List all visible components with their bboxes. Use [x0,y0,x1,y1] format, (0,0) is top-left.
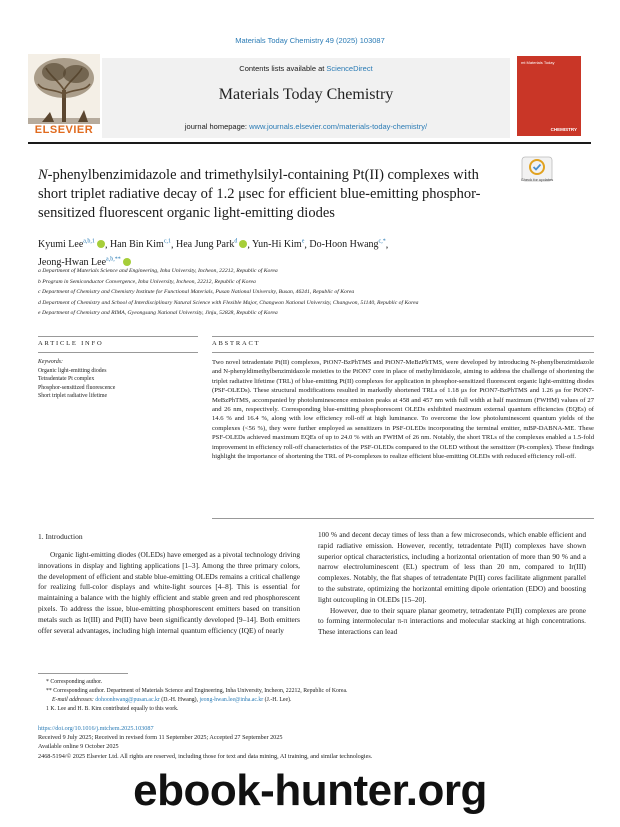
author-name: Do-Hoon Hwang [309,239,379,251]
email-owner-lee: (J.-H. Lee). [263,697,292,703]
email-link-hwang[interactable]: dohoonhwang@pusan.ac.kr [95,697,160,703]
author[interactable] [176,239,247,250]
keyword-item: Organic light-emitting diodes [38,367,107,374]
introduction-right-column [318,530,586,638]
keywords-list [38,367,198,401]
sciencedirect-link[interactable]: ScienceDirect [326,64,373,73]
email-label: E-mail addresses: [52,697,96,703]
author-name: Yun-Hi Kim [251,239,302,251]
email-link-lee[interactable]: jeong-hwan.lee@inha.ac.kr [199,697,264,703]
abstract-rule [212,336,594,337]
orcid-icon[interactable] [123,258,131,266]
footnote-emails [38,696,598,705]
homepage-prefix: journal homepage: [184,122,250,131]
author-affiliation-marker[interactable]: d [234,239,238,245]
journal-homepage-link[interactable]: www.journals.elsevier.com/materials-today-chemistry/ [249,122,428,131]
abstract-text-rule [212,352,594,353]
author-affiliation-marker[interactable]: e [301,239,305,245]
footnote-rule [38,673,128,674]
author-affiliation-marker[interactable]: a,b,1 [83,239,95,245]
author-separator: , [247,239,252,251]
introduction-left-column: Organic light-emitting diodes (OLEDs) have emerged as a pivotal technology driving innovations in display and lighting applications [1–3]. Among the three primary colors, the development of efficient and stable blue-emitting OLEDs remains a critical challenge for realizing full-color displays and white-light sources [4–8]. This is essential for maintaining a balance with the highly efficient and stable green and red phosphorescent pixels. To address the issue, blue-emitting phosphorescent emitters based on transition metals such as Ir(III) and Pt(II) have been significantly developed [9–14]. Both emitters offer several advantages, including high internal quantum efficiency (IQE) of nearly [38,550,300,635]
author[interactable] [110,239,171,250]
abstract-bottom-rule [212,518,594,519]
affiliation-list [38,266,598,319]
received-dates: Received 9 July 2025; Received in revised form 11 September 2025; Accepted 27 September 2025 [38,734,283,742]
author-list [38,235,578,270]
keywords-label: Keywords: [38,359,63,365]
author-affiliation-marker[interactable]: c,* [378,239,386,245]
abstract-heading: ABSTRACT [212,340,261,347]
author-name: Jeong-Hwan Lee [38,256,107,268]
cover-top-text: mt Materials Today [521,60,555,65]
footnote-equal-contribution: 1 K. Lee and H. B. Kim contributed equally to this work. [46,706,179,712]
footnote-corresponding: * Corresponding author. [46,679,103,685]
footnote-corresponding-2: ** Corresponding author. Department of Materials Science and Engineering, Inha University, Incheon, 22212, Republic of Korea. [46,688,348,694]
intro-paragraph-next: However, due to their square planar geometry, tetradentate Pt(II) complexes are prone to forming intermolecular π-π interactions and molecular stacking at high concentrations. These interactions can lead [318,605,586,637]
author[interactable] [38,239,105,250]
contents-line [102,64,510,73]
journal-name: Materials Today Chemistry [218,86,394,103]
keyword-item: Short triplet radiative lifetime [38,393,108,400]
contents-prefix: Contents lists available at [239,64,327,73]
footnotes [38,678,598,714]
introduction-heading: 1. Introduction [38,532,83,541]
title-italic-part: N [38,167,48,183]
journal-reference[interactable]: Materials Today Chemistry 49 (2025) 103087 [235,36,385,45]
journal-cover-thumbnail[interactable] [517,56,581,136]
article-info-rule [38,336,198,337]
homepage-line [102,122,510,131]
publisher-name: ELSEVIER [34,124,94,136]
intro-paragraph-continued: 100 % and decent decay times of less than a few microseconds, which enable efficient and rapid radiative emission. However, recently, tetradentate Pt(II) complexes have shown superior optical characteristics, including a horizontal orientation of more than 90 % and a narrow electroluminescent (EL) spectrum of less than 20 nm, compared to Ir(III) complexes. Notably, the flat shapes of tetradentate Pt(II) cores facilitate alignment parallel to the substrate, optimizing the horizontal emitting dipole orientation (EDO) and boosting light outcoupling in OLEDs [15–20]. [318,530,586,604]
affiliation-item: c Department of Chemistry and Chemistry Institute for Functional Materials, Pusan National University, Busan, 46241, Republic of Korea [38,289,355,295]
article-info-heading: ARTICLE INFO [38,340,104,347]
keywords-rule [38,352,198,353]
watermark-text: ebook-hunter.org [133,766,487,815]
author-affiliation-marker[interactable]: a,b,** [106,256,121,263]
affiliation-item: e Department of Chemistry and RIMA, Gyeongsang National University, Jinju, 52828, Republic of Korea [38,310,278,316]
author-separator: , [104,239,110,251]
author-separator: , [304,239,310,251]
author-name: Hea Jung Park [176,239,235,251]
email-owner-hwang: (D.-H. Hwang), [159,697,200,703]
author-name: Han Bin Kim [109,239,164,251]
cover-title: CHEMISTRY [550,127,577,132]
title-rest: -phenylbenzimidazole and trimethylsilyl-containing Pt(II) complexes with short triplet radiative decay of 1.2 μsec for efficient blue-emitting phosphor-sensitized fluorescent organic light-emitting diodes [38,167,481,221]
affiliation-item: a Department of Materials Science and Engineering, Inha University, Incheon, 22212, Republic of Korea [38,268,278,274]
publication-info [38,724,598,761]
author[interactable] [309,239,385,250]
affiliation-item: d Department of Chemistry and School of Interdisciplinary Natural Science with Flexible Major, Changwon National University, Changwon, 51140, Republic of Korea [38,299,419,306]
article-title [38,166,508,223]
author-separator: , [385,239,389,251]
orcid-icon[interactable] [97,240,105,248]
copyright-line: 2468-5194/© 2025 Elsevier Ltd. All rights are reserved, including those for text and data mining, AI training, and similar technologies. [38,752,373,760]
author[interactable] [252,239,304,250]
abstract-text: Two novel tetradentate Pt(II) complexes, PtON7-BzPhTMS and PtON7-MeBzPhTMS, were developed by introducing N-phenylbenzimidazole and N-phenyldimethylbenzimidazole moieties to the PtON7 core in place of methylimidazole, aiming to address the challenge of shortening the triplet radiative lifetime (TRL) of blue-emitting Pt(II) complexes for application in phosphor-sensitized fluorescent organic light-emitting diodes (PSF-OLEDs). These structural modifications resulted in markedly shortened TRLs of 1.18 μs for PtON7-BzPhTMS and 1.26 μs for PtON7-MeBzPhTMS, accompanied by photoluminescence emission peaks at 458 and 457 nm with full width at half maximum (FWHM) values of 27 and 26 nm, respectively. Corresponding blue-emitting phosphorescent OLEDs exhibited maximum external quantum efficiencies (EQEs) of 14.6 % and 16.4 %, along with low efficiency roll-off at high luminance. To overcome the low photoluminescent quantum yields of the complexes (<56 %), they were further employed as sensitizers in PSF-OLEDs incorporating the terminal emitter, mBP-DABNA-ME. These PSF-OLEDs achieved maximum EQEs of up to 24.0 % with an FWHM of 26 nm. Notably, the short TRLs of the complexes enabled a 1.5-fold improvement in efficiency roll-off characteristics of the PSF-OLEDs compared to the OLED without the sensitizer (Pt-complex). These findings highlight the importance of shortening the TRL of Pt-complexes to realize efficient blue-emitting OLEDs with reduced efficiency roll-off. [212,359,594,461]
check-for-updates-label: Check for updates [520,177,554,182]
check-for-updates-badge[interactable] [519,156,555,192]
keywords-block [38,358,198,401]
author-separator: , [171,239,176,251]
doi-link[interactable]: https://doi.org/10.1016/j.mtchem.2025.103087 [38,725,154,732]
header-divider [28,142,591,144]
author-affiliation-marker[interactable]: c,1 [163,239,171,245]
author-name: Kyumi Lee [38,239,84,251]
keyword-item: Tetradentate Pt complex [38,376,95,383]
available-online: Available online 9 October 2025 [38,743,119,751]
affiliation-item: b Program in Semiconductor Convergence, Inha University, Incheon, 22212, Republic of Korea [38,278,256,285]
keyword-item: Phosphor-sensitized fluorescence [38,384,116,391]
